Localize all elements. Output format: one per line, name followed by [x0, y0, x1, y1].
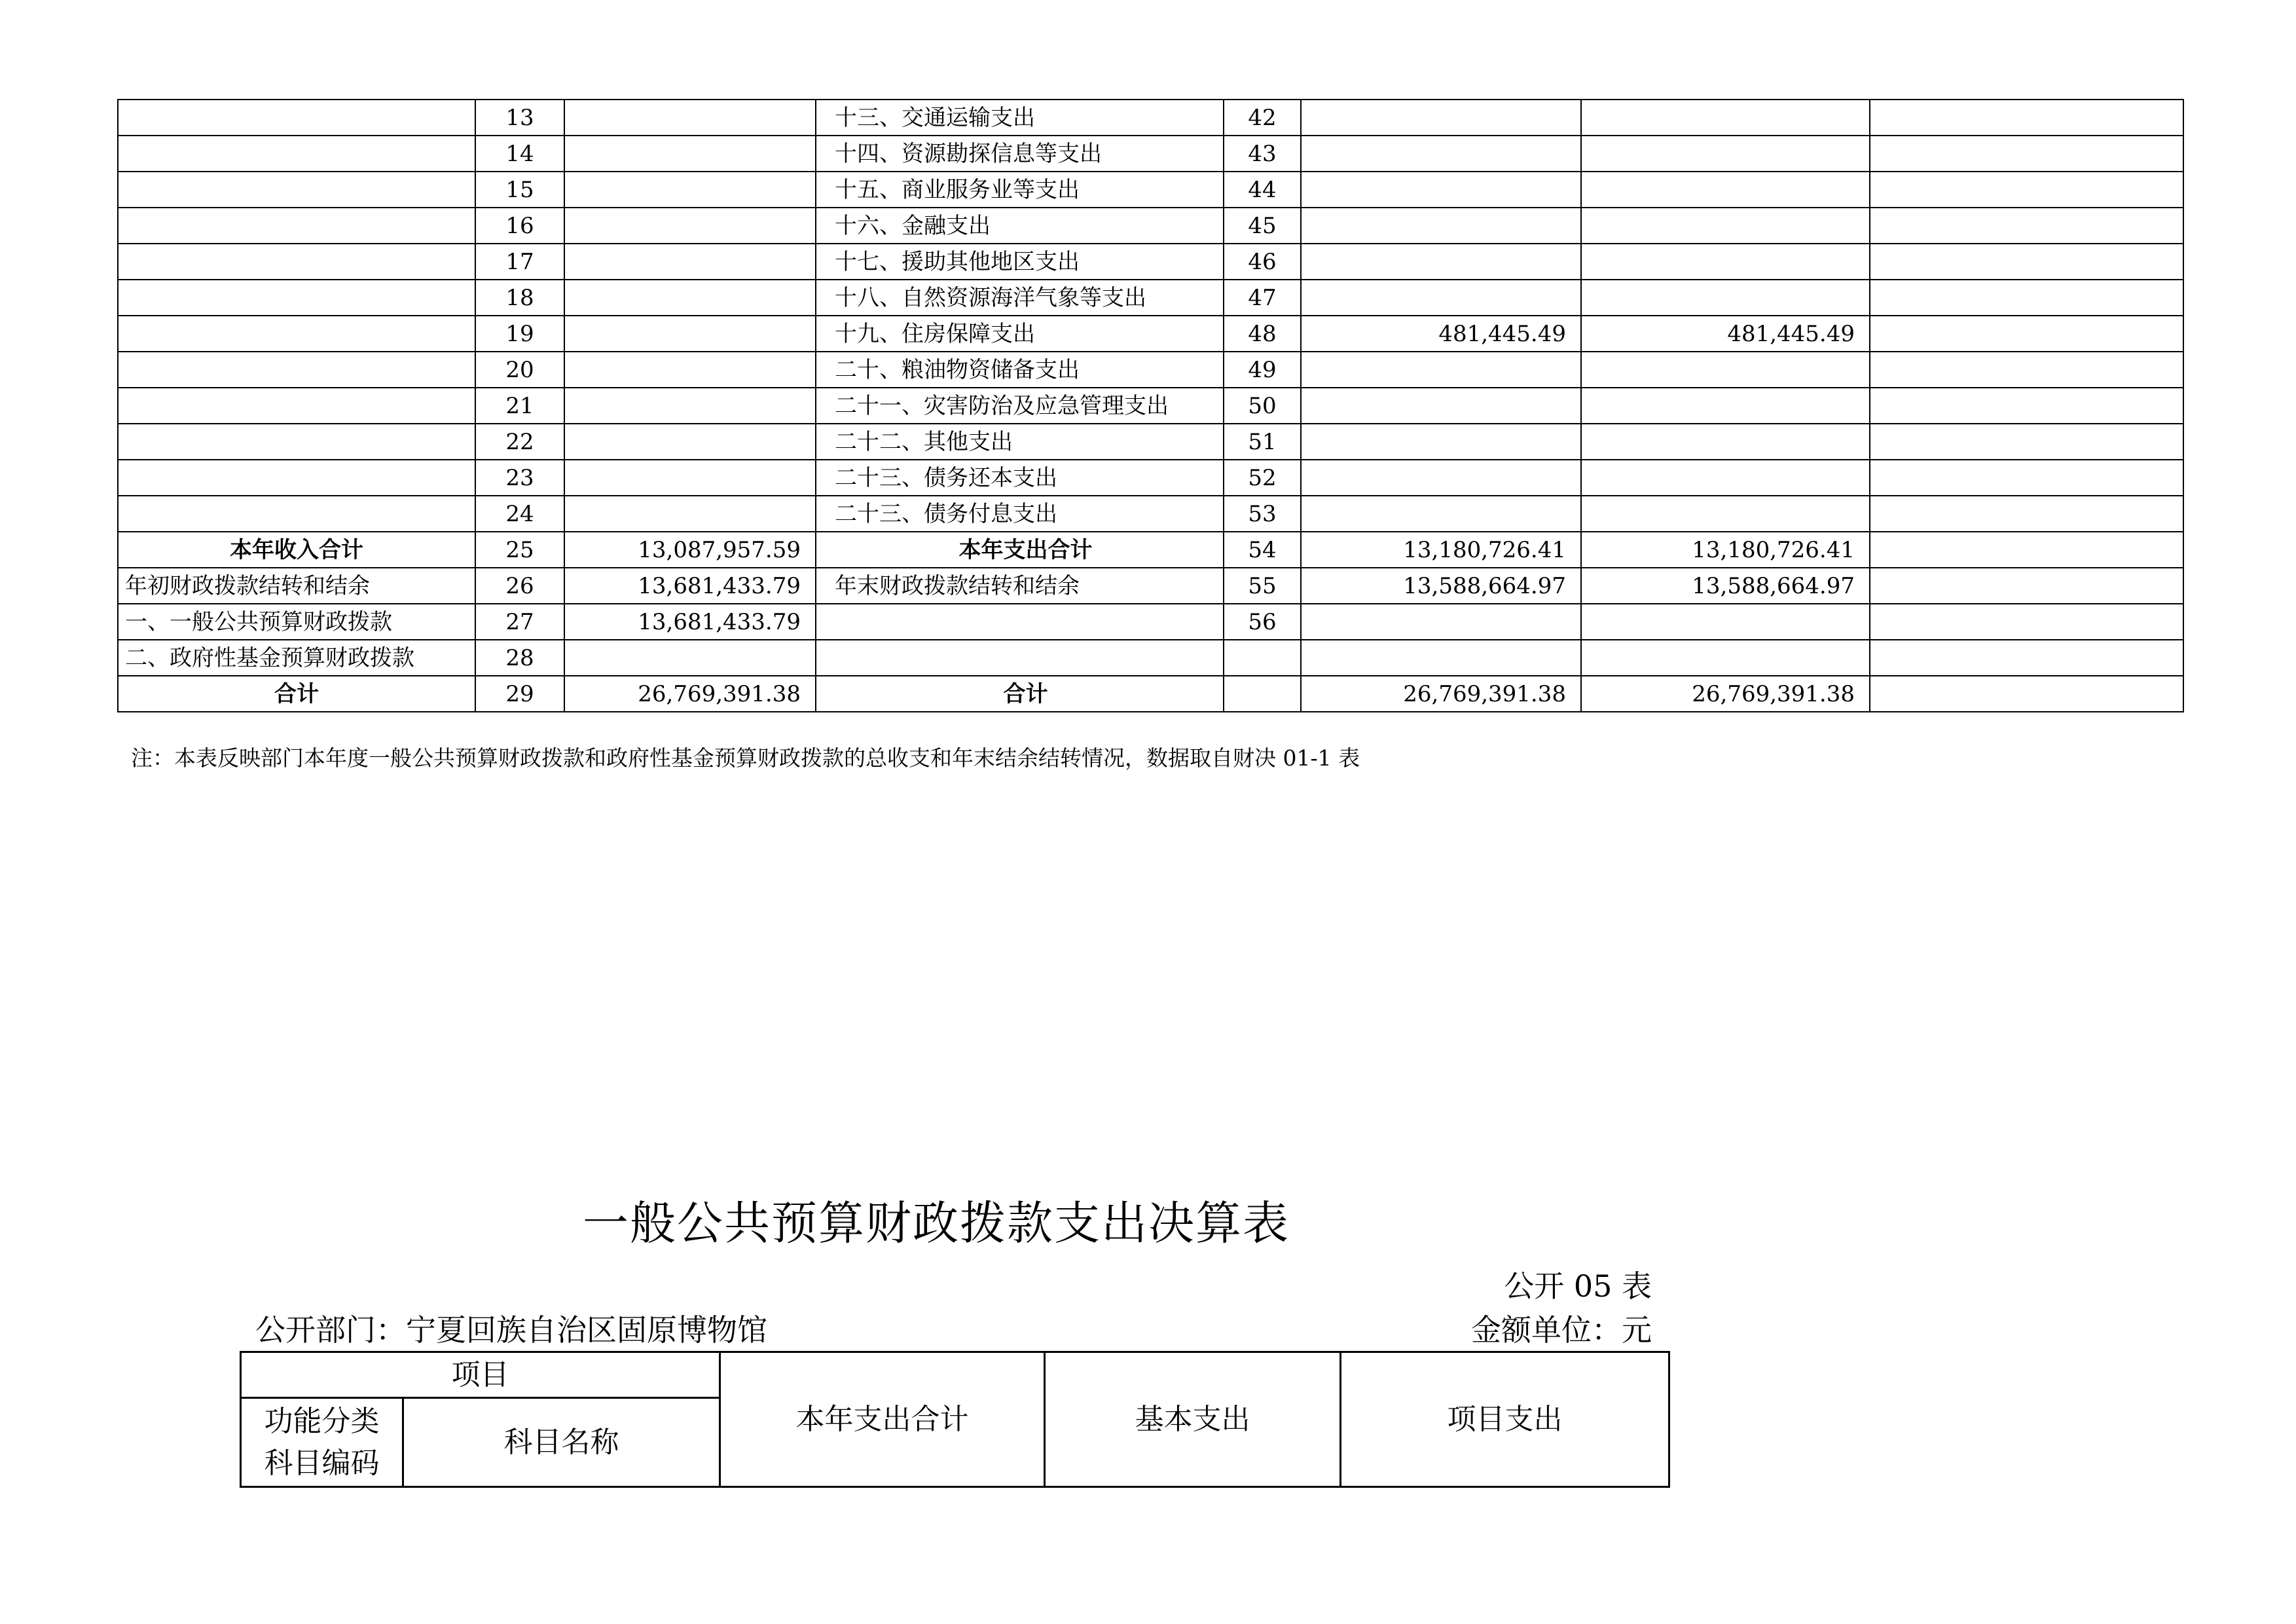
income-amount-cell	[564, 496, 816, 532]
table-row	[118, 604, 2183, 640]
table-row	[118, 172, 2183, 208]
expense-total-cell	[1301, 208, 1581, 244]
budget-summary-table	[117, 99, 2184, 712]
table-row	[118, 568, 2183, 604]
expense-basic-cell: 13,588,664.97	[1581, 568, 1870, 604]
expense-total-cell	[1301, 172, 1581, 208]
expense-basic-cell: 481,445.49	[1581, 316, 1870, 352]
header-basic: 基本支出	[1045, 1352, 1341, 1487]
table-row	[118, 316, 2183, 352]
expense-label-cell: 二十、粮油物资储备支出	[816, 352, 1224, 388]
income-amount-cell	[564, 208, 816, 244]
income-amount-cell	[564, 136, 816, 172]
income-line-no-cell: 29	[475, 676, 564, 712]
income-amount-cell	[564, 352, 816, 388]
income-amount-cell	[564, 172, 816, 208]
income-line-no-cell: 26	[475, 568, 564, 604]
table-row	[118, 640, 2183, 676]
expense-label-cell: 二十三、债务付息支出	[816, 496, 1224, 532]
table-row	[118, 352, 2183, 388]
department-label: 公开部门：宁夏回族自治区固原博物馆	[255, 1312, 767, 1348]
income-label-cell: 年初财政拨款结转和结余	[118, 568, 475, 604]
expense-project-cell	[1870, 172, 2183, 208]
expense-line-no-cell: 44	[1224, 172, 1301, 208]
income-amount-cell: 13,681,433.79	[564, 568, 816, 604]
expense-total-cell	[1301, 244, 1581, 280]
income-amount-cell: 26,769,391.38	[564, 676, 816, 712]
table-note: 注：本表反映部门本年度一般公共预算财政拨款和政府性基金预算财政拨款的总收支和年末结余结转情况，数据取自财决 01-1 表	[131, 745, 1360, 771]
form-code: 公开 05 表	[1504, 1268, 1652, 1304]
expense-project-cell	[1870, 604, 2183, 640]
expense-line-no-cell	[1224, 676, 1301, 712]
expense-basic-cell	[1581, 352, 1870, 388]
expense-basic-cell	[1581, 424, 1870, 460]
expense-basic-cell	[1581, 388, 1870, 424]
income-label-cell	[118, 244, 475, 280]
table-row	[118, 280, 2183, 316]
table-row	[118, 676, 2183, 712]
expense-line-no-cell: 47	[1224, 280, 1301, 316]
expense-label-cell	[816, 640, 1224, 676]
expense-total-cell: 13,180,726.41	[1301, 532, 1581, 568]
expense-label-cell: 十八、自然资源海洋气象等支出	[816, 280, 1224, 316]
income-line-no-cell: 15	[475, 172, 564, 208]
expense-line-no-cell: 42	[1224, 100, 1301, 136]
expense-project-cell	[1870, 136, 2183, 172]
expense-project-cell	[1870, 568, 2183, 604]
income-label-cell	[118, 460, 475, 496]
income-label-cell	[118, 208, 475, 244]
expense-basic-cell: 26,769,391.38	[1581, 676, 1870, 712]
expense-line-no-cell: 49	[1224, 352, 1301, 388]
expense-label-cell: 十三、交通运输支出	[816, 100, 1224, 136]
expense-label-cell: 合计	[816, 676, 1224, 712]
expense-total-cell	[1301, 388, 1581, 424]
table-row	[118, 100, 2183, 136]
income-line-no-cell: 18	[475, 280, 564, 316]
income-label-cell	[118, 172, 475, 208]
expense-label-cell: 十七、援助其他地区支出	[816, 244, 1224, 280]
income-label-cell	[118, 316, 475, 352]
header-func-code-line1: 功能分类	[264, 1404, 380, 1438]
expense-project-cell	[1870, 388, 2183, 424]
expense-label-cell: 年末财政拨款结转和结余	[816, 568, 1224, 604]
expenditure-table	[240, 1351, 1670, 1488]
income-amount-cell	[564, 316, 816, 352]
expense-label-cell: 二十一、灾害防治及应急管理支出	[816, 388, 1224, 424]
expense-label-cell: 二十二、其他支出	[816, 424, 1224, 460]
income-label-cell	[118, 352, 475, 388]
expense-basic-cell	[1581, 640, 1870, 676]
expense-line-no-cell: 48	[1224, 316, 1301, 352]
expense-basic-cell	[1581, 460, 1870, 496]
budget-summary-body	[118, 100, 2183, 712]
expense-line-no-cell: 55	[1224, 568, 1301, 604]
income-line-no-cell: 27	[475, 604, 564, 640]
header-func-code-line2: 科目编码	[264, 1446, 380, 1480]
expense-label-cell: 十六、金融支出	[816, 208, 1224, 244]
expense-project-cell	[1870, 316, 2183, 352]
expense-basic-cell	[1581, 496, 1870, 532]
table-row	[118, 424, 2183, 460]
expense-total-cell	[1301, 100, 1581, 136]
expense-total-cell: 481,445.49	[1301, 316, 1581, 352]
expense-basic-cell	[1581, 100, 1870, 136]
expense-total-cell	[1301, 424, 1581, 460]
expense-total-cell	[1301, 280, 1581, 316]
expense-project-cell	[1870, 208, 2183, 244]
currency-unit-label: 金额单位：元	[1471, 1312, 1652, 1348]
expense-project-cell	[1870, 424, 2183, 460]
expense-line-no-cell: 53	[1224, 496, 1301, 532]
expense-total-cell	[1301, 460, 1581, 496]
header-item: 项目	[241, 1352, 720, 1398]
expense-total-cell	[1301, 352, 1581, 388]
income-label-cell: 合计	[118, 676, 475, 712]
income-line-no-cell: 19	[475, 316, 564, 352]
expense-line-no-cell: 54	[1224, 532, 1301, 568]
income-label-cell	[118, 424, 475, 460]
income-amount-cell: 13,681,433.79	[564, 604, 816, 640]
table-row	[118, 496, 2183, 532]
income-line-no-cell: 17	[475, 244, 564, 280]
expense-label-cell	[816, 604, 1224, 640]
income-line-no-cell: 28	[475, 640, 564, 676]
expense-project-cell	[1870, 532, 2183, 568]
income-amount-cell	[564, 280, 816, 316]
header-func-code	[241, 1398, 403, 1487]
expense-project-cell	[1870, 496, 2183, 532]
expense-total-cell	[1301, 604, 1581, 640]
expense-line-no-cell: 56	[1224, 604, 1301, 640]
expense-project-cell	[1870, 244, 2183, 280]
income-label-cell	[118, 280, 475, 316]
income-amount-cell	[564, 100, 816, 136]
expense-total-cell: 13,588,664.97	[1301, 568, 1581, 604]
income-amount-cell	[564, 244, 816, 280]
income-amount-cell	[564, 424, 816, 460]
header-subject-name: 科目名称	[403, 1398, 720, 1487]
table-row	[118, 460, 2183, 496]
income-amount-cell: 13,087,957.59	[564, 532, 816, 568]
expense-line-no-cell	[1224, 640, 1301, 676]
income-line-no-cell: 21	[475, 388, 564, 424]
income-amount-cell	[564, 460, 816, 496]
expense-line-no-cell: 45	[1224, 208, 1301, 244]
expense-project-cell	[1870, 352, 2183, 388]
table-row	[118, 388, 2183, 424]
expense-total-cell	[1301, 136, 1581, 172]
income-amount-cell	[564, 388, 816, 424]
income-label-cell: 本年收入合计	[118, 532, 475, 568]
expense-label-cell: 本年支出合计	[816, 532, 1224, 568]
income-line-no-cell: 16	[475, 208, 564, 244]
table-row	[118, 208, 2183, 244]
expense-basic-cell	[1581, 208, 1870, 244]
expense-basic-cell: 13,180,726.41	[1581, 532, 1870, 568]
expense-label-cell: 二十三、债务还本支出	[816, 460, 1224, 496]
income-label-cell	[118, 136, 475, 172]
income-label-cell: 一、一般公共预算财政拨款	[118, 604, 475, 640]
expense-project-cell	[1870, 280, 2183, 316]
income-line-no-cell: 22	[475, 424, 564, 460]
header-project: 项目支出	[1341, 1352, 1669, 1487]
income-line-no-cell: 20	[475, 352, 564, 388]
expense-line-no-cell: 51	[1224, 424, 1301, 460]
expense-project-cell	[1870, 640, 2183, 676]
expense-basic-cell	[1581, 136, 1870, 172]
income-line-no-cell: 24	[475, 496, 564, 532]
table-row	[118, 136, 2183, 172]
income-line-no-cell: 23	[475, 460, 564, 496]
income-amount-cell	[564, 640, 816, 676]
expense-line-no-cell: 50	[1224, 388, 1301, 424]
expense-total-cell	[1301, 640, 1581, 676]
expense-basic-cell	[1581, 604, 1870, 640]
income-label-cell	[118, 100, 475, 136]
income-label-cell: 二、政府性基金预算财政拨款	[118, 640, 475, 676]
expense-label-cell: 十九、住房保障支出	[816, 316, 1224, 352]
expense-total-cell	[1301, 496, 1581, 532]
expense-project-cell	[1870, 460, 2183, 496]
expense-line-no-cell: 52	[1224, 460, 1301, 496]
income-line-no-cell: 14	[475, 136, 564, 172]
expense-project-cell	[1870, 676, 2183, 712]
header-total: 本年支出合计	[720, 1352, 1045, 1487]
table-row	[118, 532, 2183, 568]
expense-label-cell: 十五、商业服务业等支出	[816, 172, 1224, 208]
expense-total-cell: 26,769,391.38	[1301, 676, 1581, 712]
expense-label-cell: 十四、资源勘探信息等支出	[816, 136, 1224, 172]
expense-line-no-cell: 46	[1224, 244, 1301, 280]
income-label-cell	[118, 496, 475, 532]
expense-basic-cell	[1581, 280, 1870, 316]
page-title: 一般公共预算财政拨款支出决算表	[583, 1196, 1290, 1250]
income-line-no-cell: 25	[475, 532, 564, 568]
expense-basic-cell	[1581, 172, 1870, 208]
expense-line-no-cell: 43	[1224, 136, 1301, 172]
expense-basic-cell	[1581, 244, 1870, 280]
table-row	[118, 244, 2183, 280]
income-label-cell	[118, 388, 475, 424]
income-line-no-cell: 13	[475, 100, 564, 136]
expense-project-cell	[1870, 100, 2183, 136]
